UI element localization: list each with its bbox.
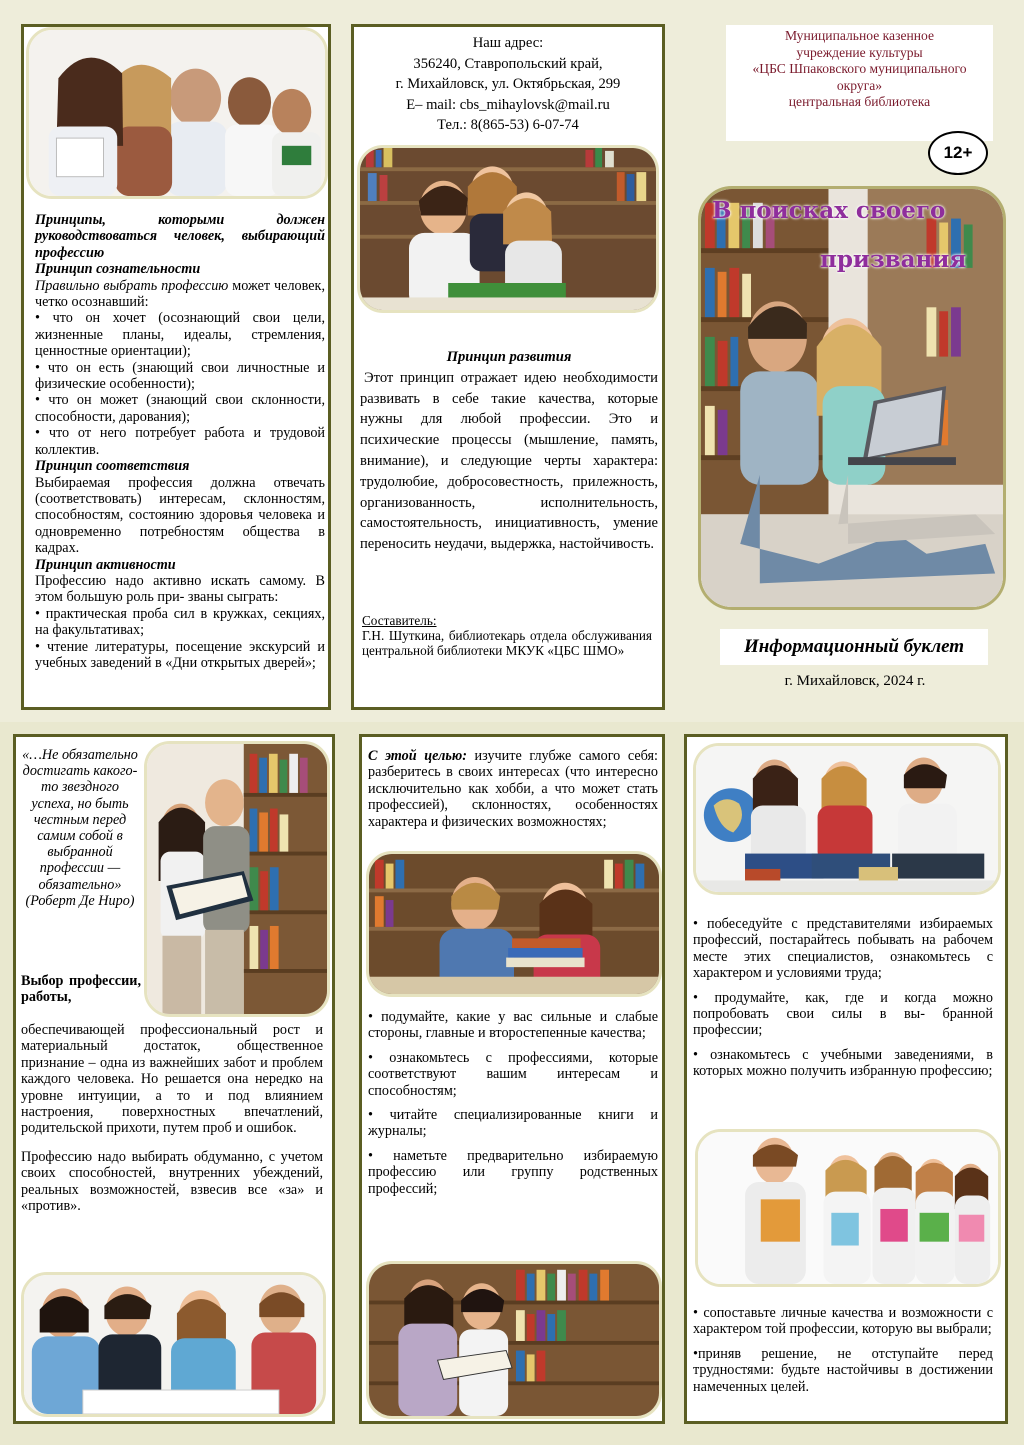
org-line-2: учреждение культуры: [796, 44, 923, 60]
conformity-heading: Принцип соответствия: [35, 458, 190, 475]
step-5: •приняв решение, не отступайте перед трудностями: будьте настойчивы в достижении намеченных целей.: [693, 1345, 993, 1395]
principles-heading: Принципы, которыми должен руководствоваться человек, выбирающий профессию: [35, 212, 325, 261]
booklet-title-line-2: призвания: [820, 246, 967, 273]
address-line-2: г. Михайловск, ул. Октябрьская, 299: [395, 76, 621, 93]
choice-text: обеспечивающей профессиональный рост и материальный достаток, общественное признание – одна из важнейших забот и проблем каждого человека. Но решается она нередко на уровне интуиции, а то и под влиянием настроения, поверхностных впечатлений, родительской прихоти, путем проб и ошибок.: [21, 1022, 323, 1137]
tip-1: • подумайте, какие у вас сильные и слабые стороны, главные и второстепенные качества;: [368, 1009, 658, 1042]
org-line-4: округа»: [836, 77, 883, 93]
purpose-text: С этой целью: изучите глубже самого себя: разберитесь в своих интересах (что интересно исключительно как хобби, а что может стать профессией), склонностях, особенностях характера и физических возможностях;: [368, 748, 658, 830]
development-text: Этот принцип отражает идею необходимости развивать в себе такие качества, которые нужны для любой профессии. Это и психические процессы (мышление, память, внимание), и следующие черты характера: трудолюбие, добросовестность, прилежность, организованность, исполнительность, самостоятельность, инициативность, умение переносить неудачи, выдержка, настойчивость.: [360, 369, 658, 553]
tip-2: • ознакомьтесь с профессиями, которые соответствуют вашим интересам и способностям;: [368, 1049, 658, 1099]
purpose-block: [368, 748, 658, 830]
students-with-books-photo: [366, 851, 662, 997]
choice-bold-block: [21, 973, 141, 1006]
bookshelf-reading-photo: [366, 1261, 662, 1419]
students-studying-photo: [21, 1272, 326, 1417]
students-globe-photo: [693, 743, 1001, 895]
activity-item-1: • практическая проба сил в кружках, секциях, на факультативах;: [35, 605, 325, 639]
steps-block-1: [693, 916, 993, 1080]
activity-heading: Принцип активности: [35, 556, 176, 573]
consciousness-lead: Правильно выбрать профессию может человек, четко осознавший:: [35, 277, 325, 311]
city-year: г. Михайловск, 2024 г.: [784, 673, 926, 689]
address-line-1: 356240, Ставропольский край,: [413, 55, 603, 72]
booklet-title-line-1: В поисках своего: [712, 197, 946, 224]
age-rating-badge: 12+: [928, 131, 988, 175]
panel-self-study: [359, 734, 665, 1424]
choice-advice: Профессию надо выбирать обдуманно, с учетом своих способностей, внутренних убеждений, реальных возможностей, взвесив все «за» и «против».: [21, 1148, 323, 1215]
panel-address-development: [351, 24, 665, 710]
professionals-group-photo: [26, 27, 328, 199]
library-reading-photo: [144, 741, 330, 1017]
panel-quote-choice: [13, 734, 335, 1424]
address-block: [360, 33, 656, 136]
library-students-photo: [357, 145, 659, 313]
conformity-text: Выбираемая профессия должна отвечать (соответствовать) интересам, склонностям, способностям, состоянию здоровья человека и одновременно потребностям общества в кадрах.: [35, 474, 325, 557]
compiler-label: Составитель:: [362, 613, 437, 628]
consciousness-heading: Принцип сознательности: [35, 261, 201, 278]
steps-block-2: [693, 1305, 993, 1395]
tips-block: [368, 1009, 658, 1197]
consciousness-item-1: • что он хочет (осознающий свои цели, жизненные планы, идеалы, стремления, ценностные ориентации);: [35, 310, 325, 360]
compiler-block: [362, 614, 652, 658]
quote-author: (Роберт Де Ниро): [25, 892, 135, 909]
choice-text-block: [21, 1022, 323, 1214]
activity-text: Профессию надо активно искать самому. В этом большую роль при- званы сыграть:: [35, 572, 325, 606]
address-title: Наш адрес:: [472, 35, 544, 51]
step-1: • побеседуйте с представителями избираемых профессий, постарайтесь побывать на рабочем месте этих специалистов, ознакомьтесь с характером и условиями труда;: [693, 916, 993, 982]
phone-number: Тел.: 8(865-53) 6-07-74: [437, 117, 579, 134]
org-line-5: центральная библиотека: [788, 94, 931, 109]
compiler-name: Г.Н. Шуткина, библиотекарь отдела обслуживания центральной библиотеки МКУК «ЦБС ШМО»: [362, 627, 652, 658]
tip-3: • читайте специализированные книги и журналы;: [368, 1107, 658, 1140]
students-with-folders-photo: [695, 1129, 1001, 1287]
activity-item-2: • чтение литературы, посещение экскурсий и учебных заведений в «Дни открытых дверей»;: [35, 638, 325, 671]
panel-steps: [684, 734, 1008, 1424]
email-address[interactable]: E– mail: cbs_mihaylovsk@mail.ru: [406, 96, 610, 113]
step-4: • сопоставьте личные качества и возможности с характером той профессии, которую вы выбрали;: [693, 1305, 993, 1338]
org-line-3: «ЦБС Шпаковского муниципального: [752, 61, 967, 76]
panel-principles: [21, 24, 331, 710]
development-block: [360, 347, 658, 555]
tip-4: • наметьте предварительно избираемую профессию или группу родственных профессий;: [368, 1147, 658, 1197]
consciousness-item-4: • что от него потребует работа и трудовой коллектив.: [35, 425, 325, 458]
organization-name: [726, 25, 993, 141]
step-3: • ознакомьтесь с учебными заведениями, в которых можно получить избранную профессию;: [693, 1046, 993, 1080]
booklet-type-label: Информационный буклет: [720, 629, 988, 665]
choice-heading: Выбор профессии, работы,: [21, 973, 141, 1006]
consciousness-item-2: • что он есть (знающий свои личностные и физические особенности);: [35, 359, 325, 393]
principles-text: [35, 212, 325, 671]
step-2: • продумайте, как, где и когда можно попробовать свои силы в вы- бранной профессии;: [693, 989, 993, 1039]
quote-text: «…Не обязательно достигать какого-то звездного успеха, но быть честным перед самим собой в выбранной профессии — обязательно»: [22, 747, 138, 893]
quote-block: [20, 747, 140, 909]
development-heading: Принцип развития: [446, 349, 572, 365]
org-line-1: Муниципальное казенное: [784, 28, 935, 43]
consciousness-item-3: • что он может (знающий свои склонности, способности, дарования);: [35, 392, 325, 425]
